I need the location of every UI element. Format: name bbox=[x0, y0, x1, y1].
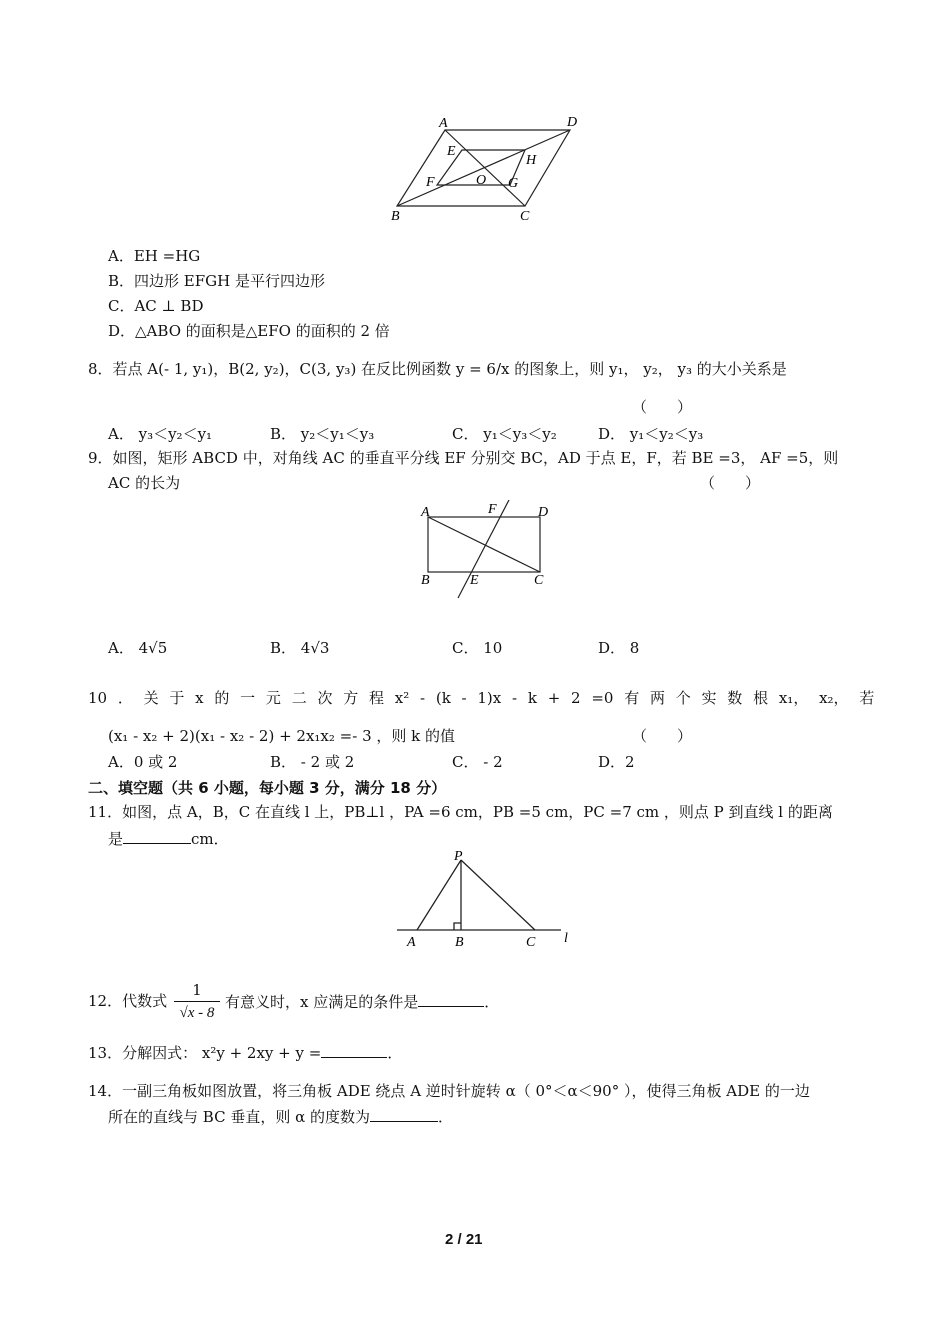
q14-line2-pre: 所在的直线与 BC 垂直，则 α 的度数为 bbox=[108, 1108, 370, 1126]
q7-option-d: D．△ABO 的面积是△EFO 的面积的 2 倍 bbox=[108, 322, 390, 340]
q9-stem-line1: 9．如图，矩形 ABCD 中，对角线 AC 的垂直平分线 EF 分别交 BC，AD 于点 E，F，若 BE =3， AF =5，则 bbox=[88, 449, 839, 467]
q14-stem-line2 bbox=[108, 1106, 453, 1127]
label-D: D bbox=[538, 505, 549, 520]
q11-stem-line1: 11．如图，点 A，B，C 在直线 l 上，PB⊥l ，PA =6 cm，PB =5 cm，PC =7 cm ，则点 P 到直线 l 的距离 bbox=[88, 803, 833, 821]
q9-paren: （ ） bbox=[700, 474, 761, 492]
q10-stem-line1: 10 ． 关 于 x 的 一 元 二 次 方 程 x² - (k - 1)x - k + 2 =0 有 两 个 实 数 根 x₁， x₂， 若 bbox=[88, 689, 875, 707]
label-P: P bbox=[454, 849, 463, 864]
label-B: B bbox=[391, 209, 400, 224]
label-A: A bbox=[439, 116, 448, 131]
label-O: O bbox=[476, 173, 487, 188]
q12-post bbox=[225, 991, 499, 1012]
label-B: B bbox=[455, 935, 464, 950]
page-number: 2 / 21 bbox=[445, 1231, 483, 1248]
segment-pc bbox=[461, 860, 535, 930]
q12-denominator: √x - 8 bbox=[179, 1005, 215, 1021]
label-C: C bbox=[526, 935, 536, 950]
q11-line2-post: cm． bbox=[191, 830, 229, 848]
q9-option-c: C． 10 bbox=[452, 639, 503, 657]
q9-option-a: A． 4√5 bbox=[108, 639, 168, 657]
q9-option-d: D． 8 bbox=[598, 639, 640, 657]
segment-pa bbox=[417, 860, 461, 930]
q10-stem-line2: (x₁ - x₂ + 2)(x₁ - x₂ - 2) + 2x₁x₂ =- 3 ，则 k 的值 bbox=[108, 727, 456, 745]
label-C: C bbox=[534, 573, 544, 588]
label-A: A bbox=[407, 935, 416, 950]
q8-option-c: C． y₁＜y₃＜y₂ bbox=[452, 425, 557, 443]
q7-option-b: B．四边形 EFGH 是平行四边形 bbox=[108, 272, 325, 290]
q12-post-text: 有意义时，x 应满足的条件是 bbox=[225, 993, 419, 1011]
q11-line2-pre: 是 bbox=[108, 830, 124, 848]
q13-stem bbox=[88, 1042, 402, 1063]
q10-option-b: B． - 2 或 2 bbox=[270, 753, 355, 771]
q10-option-c: C． - 2 bbox=[452, 753, 503, 771]
figure-triangle-line bbox=[393, 846, 583, 954]
line-ef bbox=[458, 500, 510, 598]
q14-line2-end: ． bbox=[437, 1108, 453, 1126]
label-A: A bbox=[421, 505, 430, 520]
q9-stem-line2: AC 的长为 bbox=[108, 474, 181, 492]
label-E: E bbox=[447, 144, 456, 159]
diagonal-bd bbox=[397, 130, 570, 206]
q12-pre: 12．代数式 bbox=[88, 992, 168, 1010]
q12-end: ． bbox=[484, 993, 500, 1011]
label-F: F bbox=[488, 502, 497, 517]
q8-option-a: A． y₃＜y₂＜y₁ bbox=[108, 425, 213, 443]
q12-fraction bbox=[172, 980, 222, 1023]
figure-rectangle bbox=[415, 500, 560, 602]
q8-option-d: D． y₁＜y₂＜y₃ bbox=[598, 425, 704, 443]
q9-option-b: B． 4√3 bbox=[270, 639, 330, 657]
right-angle-mark bbox=[454, 923, 461, 930]
label-C: C bbox=[520, 209, 530, 224]
q10-option-a: A．0 或 2 bbox=[108, 753, 178, 771]
diagonal-ac bbox=[428, 517, 540, 572]
label-l: l bbox=[564, 931, 568, 946]
q14-stem-line1: 14．一副三角板如图放置，将三角板 ADE 绕点 A 逆时针旋转 α（ 0°＜α＜90° ），使得三角板 ADE 的一边 bbox=[88, 1082, 810, 1100]
label-E: E bbox=[470, 573, 479, 588]
q12-answer-blank[interactable] bbox=[418, 991, 484, 1007]
label-H: H bbox=[526, 153, 537, 168]
q11-answer-blank[interactable] bbox=[123, 828, 191, 844]
section-heading-fill-in: 二、填空题（共 6 小题，每小题 3 分，满分 18 分） bbox=[88, 779, 447, 797]
label-B: B bbox=[421, 573, 430, 588]
q7-option-a: A．EH =HG bbox=[108, 247, 201, 265]
q10-paren: （ ） bbox=[632, 727, 693, 745]
q13-answer-blank[interactable] bbox=[321, 1042, 387, 1058]
q10-option-d: D．2 bbox=[598, 753, 635, 771]
figure-parallelogram bbox=[385, 112, 595, 227]
label-D: D bbox=[567, 115, 578, 130]
label-F: F bbox=[426, 175, 435, 190]
q7-option-c: C．AC ⊥ BD bbox=[108, 297, 204, 315]
q13-end: ． bbox=[387, 1044, 403, 1062]
q8-option-b: B． y₂＜y₁＜y₃ bbox=[270, 425, 375, 443]
q13-text: 13．分解因式： x²y + 2xy + y = bbox=[88, 1044, 322, 1062]
diagonal-ac bbox=[445, 130, 525, 206]
q12-numerator: 1 bbox=[192, 981, 202, 999]
q14-answer-blank[interactable] bbox=[370, 1106, 438, 1122]
q8-stem: 8．若点 A(- 1, y₁)，B(2, y₂)，C(3, y₃) 在反比例函数 y = 6/x 的图象上，则 y₁， y₂， y₃ 的大小关系是 bbox=[88, 360, 787, 378]
q8-paren: （ ） bbox=[632, 398, 693, 416]
label-G: G bbox=[508, 176, 519, 191]
q11-stem-line2 bbox=[108, 828, 229, 849]
